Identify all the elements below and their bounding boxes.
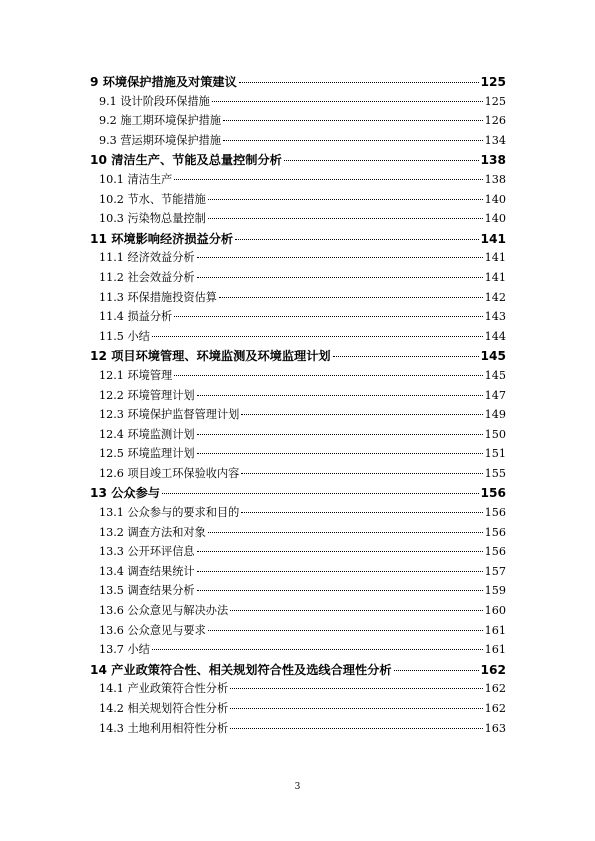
toc-entry-page: 161 <box>484 643 506 657</box>
toc-entry-page: 140 <box>484 212 506 226</box>
toc-section-entry[interactable] <box>90 387 506 407</box>
toc-entry-label: 11.2 社会效益分析 <box>99 270 195 284</box>
dot-leader <box>219 297 483 298</box>
toc-section-entry[interactable] <box>90 641 506 661</box>
toc-entry-label: 10.1 清洁生产 <box>99 172 173 186</box>
toc-entry-label: 9.3 营运期环境保护措施 <box>99 133 222 147</box>
toc-section-entry[interactable] <box>90 132 506 152</box>
toc-entry-label: 11 环境影响经济损益分析 <box>90 231 234 246</box>
toc-entry-page: 151 <box>484 447 506 461</box>
dot-leader <box>208 218 483 219</box>
dot-leader <box>197 395 483 396</box>
toc-entry-page: 159 <box>484 584 506 598</box>
dot-leader <box>239 82 479 83</box>
toc-entry-page: 160 <box>484 604 506 618</box>
toc-section-entry[interactable] <box>90 191 506 211</box>
toc-entry-page: 156 <box>484 506 506 520</box>
toc-entry-page: 144 <box>484 329 506 343</box>
toc-section-entry[interactable] <box>90 367 506 387</box>
dot-leader <box>235 239 478 240</box>
toc-entry-label: 11.3 环保措施投资估算 <box>99 290 217 304</box>
toc-section-entry[interactable] <box>90 328 506 348</box>
toc-entry-label: 9.1 设计阶段环保措施 <box>99 94 210 108</box>
toc-entry-page: 155 <box>484 466 506 480</box>
toc-entry-label: 13.2 调查方法和对象 <box>99 525 206 539</box>
toc-section-entry[interactable] <box>90 93 506 113</box>
toc-entry-page: 162 <box>480 662 506 677</box>
toc-chapter-entry[interactable] <box>90 484 506 504</box>
dot-leader <box>208 532 483 533</box>
toc-entry-page: 141 <box>480 231 506 246</box>
toc-section-entry[interactable] <box>90 112 506 132</box>
toc-entry-label: 10.3 污染物总量控制 <box>99 212 206 226</box>
toc-section-entry[interactable] <box>90 563 506 583</box>
toc-entry-page: 143 <box>484 310 506 324</box>
toc-entry-page: 141 <box>484 251 506 265</box>
toc-section-entry[interactable] <box>90 406 506 426</box>
toc-entry-page: 125 <box>484 94 506 108</box>
dot-leader <box>230 728 482 729</box>
toc-entry-label: 13.5 调查结果分析 <box>99 584 195 598</box>
toc-section-entry[interactable] <box>90 210 506 230</box>
dot-leader <box>208 199 483 200</box>
toc-section-entry[interactable] <box>90 269 506 289</box>
toc-entry-page: 156 <box>480 486 506 501</box>
toc-entry-label: 13.1 公众参与的要求和目的 <box>99 506 240 520</box>
toc-entry-page: 161 <box>484 623 506 637</box>
dot-leader <box>152 649 483 650</box>
toc-section-entry[interactable] <box>90 289 506 309</box>
toc-entry-page: 126 <box>484 114 506 128</box>
toc-entry-label: 12.1 环境管理 <box>99 368 173 382</box>
toc-entry-page: 142 <box>484 290 506 304</box>
dot-leader <box>241 473 482 474</box>
toc-entry-page: 156 <box>484 525 506 539</box>
toc-chapter-entry[interactable] <box>90 230 506 250</box>
dot-leader <box>197 277 483 278</box>
toc-entry-label: 10.2 节水、节能措施 <box>99 192 206 206</box>
toc-section-entry[interactable] <box>90 602 506 622</box>
toc-entry-label: 12 项目环境管理、环境监测及环境监理计划 <box>90 349 331 364</box>
toc-entry-label: 12.2 环境管理计划 <box>99 388 195 402</box>
toc-section-entry[interactable] <box>90 249 506 269</box>
dot-leader <box>223 120 483 121</box>
toc-entry-page: 149 <box>484 408 506 422</box>
toc-entry-page: 138 <box>484 172 506 186</box>
toc-chapter-entry[interactable] <box>90 151 506 171</box>
toc-entry-label: 13.6 公众意见与解决办法 <box>99 604 229 618</box>
dot-leader <box>174 375 482 376</box>
toc-entry-label: 11.4 损益分析 <box>99 310 173 324</box>
dot-leader <box>230 610 482 611</box>
toc-entry-label: 14.2 相关规划符合性分析 <box>99 702 229 715</box>
dot-leader <box>197 453 483 454</box>
dot-leader <box>230 688 482 689</box>
dot-leader <box>197 434 483 435</box>
toc-section-entry[interactable] <box>90 543 506 563</box>
toc-entry-page: 125 <box>480 75 506 89</box>
toc-entry-label: 12.4 环境监测计划 <box>99 427 195 441</box>
toc-section-entry[interactable] <box>90 171 506 191</box>
toc-entry-label: 11.1 经济效益分析 <box>99 251 195 265</box>
toc-section-entry[interactable] <box>90 465 506 485</box>
dot-leader <box>174 316 482 317</box>
dot-leader <box>230 708 482 709</box>
toc-entry-page: 138 <box>480 153 506 168</box>
toc-entry-page: 134 <box>484 133 506 147</box>
toc-section-entry[interactable] <box>90 524 506 544</box>
toc-entry-page: 162 <box>484 682 506 696</box>
toc-section-entry[interactable] <box>90 700 506 720</box>
toc-section-entry[interactable] <box>90 445 506 465</box>
toc-entry-page: 150 <box>484 427 506 441</box>
toc-section-entry[interactable] <box>90 680 506 700</box>
toc-section-entry[interactable] <box>90 504 506 524</box>
toc-entry-label: 14 产业政策符合性、相关规划符合性及选线合理性分析 <box>90 662 392 677</box>
toc-entry-page: 162 <box>484 702 506 715</box>
toc-entry-label: 9 环境保护措施及对策建议 <box>90 75 237 89</box>
toc-entry-label: 13.4 调查结果统计 <box>99 564 195 578</box>
dot-leader <box>394 670 479 671</box>
table-of-contents <box>90 73 506 739</box>
dot-leader <box>197 257 483 258</box>
toc-entry-label: 12.6 项目竣工环保验收内容 <box>99 466 240 480</box>
dot-leader <box>174 179 482 180</box>
toc-entry-label: 13 公众参与 <box>90 486 160 501</box>
dot-leader <box>241 414 482 415</box>
dot-leader <box>223 140 483 141</box>
toc-chapter-entry[interactable] <box>90 73 506 93</box>
toc-entry-label: 13.3 公开环评信息 <box>99 545 195 559</box>
toc-entry-label: 10 清洁生产、节能及总量控制分析 <box>90 153 282 168</box>
toc-entry-page: 156 <box>484 545 506 559</box>
dot-leader <box>152 336 483 337</box>
dot-leader <box>212 101 483 102</box>
toc-entry-label: 9.2 施工期环境保护措施 <box>99 114 222 128</box>
toc-section-entry[interactable] <box>90 622 506 642</box>
dot-leader <box>241 512 482 513</box>
toc-section-entry[interactable] <box>90 308 506 328</box>
toc-entry-page: 140 <box>484 192 506 206</box>
dot-leader <box>208 630 483 631</box>
toc-entry-page: 145 <box>484 368 506 382</box>
toc-entry-label: 13.7 小结 <box>99 643 150 657</box>
dot-leader <box>284 160 479 161</box>
toc-section-entry[interactable] <box>90 426 506 446</box>
toc-section-entry[interactable] <box>90 582 506 602</box>
toc-entry-label: 14.3 土地利用相符性分析 <box>99 721 229 735</box>
toc-entry-page: 141 <box>484 270 506 284</box>
toc-entry-label: 13.6 公众意见与要求 <box>99 623 206 637</box>
toc-section-entry[interactable] <box>90 720 506 740</box>
dot-leader <box>162 493 479 494</box>
toc-entry-label: 12.5 环境监理计划 <box>99 447 195 461</box>
dot-leader <box>197 590 483 591</box>
toc-entry-label: 12.3 环境保护监督管理计划 <box>99 408 240 422</box>
toc-entry-label: 11.5 小结 <box>99 329 150 343</box>
toc-entry-page: 163 <box>484 721 506 735</box>
toc-chapter-entry[interactable] <box>90 661 506 681</box>
toc-entry-page: 145 <box>480 349 506 364</box>
toc-chapter-entry[interactable] <box>90 347 506 367</box>
toc-entry-label: 14.1 产业政策符合性分析 <box>99 682 229 696</box>
toc-entry-page: 157 <box>484 564 506 578</box>
toc-entry-page: 147 <box>484 388 506 402</box>
dot-leader <box>197 551 483 552</box>
page-number: 3 <box>294 782 301 792</box>
dot-leader <box>197 571 483 572</box>
dot-leader <box>333 356 479 357</box>
